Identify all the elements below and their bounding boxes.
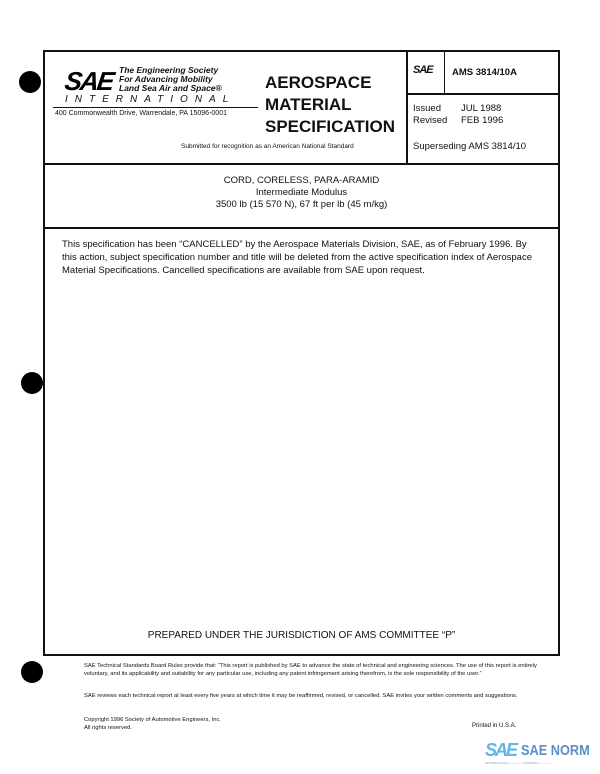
tagline-line: Land Sea Air and Space® (119, 83, 222, 93)
spec-number: AMS 3814/10A (452, 67, 517, 78)
footer-review: SAE reviews each technical report at least every five years at which time it may be reaffirmed, revised, or cancelled. SAE invites your written comments and suggestions. (84, 693, 518, 699)
printed-in: Printed in U.S.A. (472, 723, 517, 729)
superseding-note: Superseding AMS 3814/10 (413, 141, 527, 152)
document-frame (43, 50, 560, 656)
prepared-under-note: PREPARED UNDER THE JURISDICTION OF AMS COMMITTEE “P” (147, 630, 456, 641)
punch-hole-bottom (21, 661, 43, 683)
sae-small-logo-mark: SAE (413, 64, 433, 76)
title-line: AEROSPACE (265, 73, 372, 92)
copyright-line: Copyright 1996 Society of Automotive Engineers, Inc. (84, 717, 221, 723)
title-line: MATERIAL (265, 95, 352, 114)
revised-value: FEB 1996 (461, 115, 504, 126)
issued-value: JUL 1988 (461, 103, 502, 114)
tagline-line: The Engineering Society (119, 65, 219, 75)
title-line: SPECIFICATION (265, 117, 396, 136)
issued-row (413, 103, 503, 115)
spec-title: CORD, CORELESS, PARA-ARAMID (223, 175, 380, 186)
watermark-logo-mark: SAE (485, 740, 517, 760)
sae-international: INTERNATIONAL (65, 94, 236, 105)
spec-dates (413, 103, 503, 127)
divider (53, 107, 258, 108)
sae-address: 400 Commonwealth Drive, Warrendale, PA 15096-0001 (55, 110, 227, 117)
document-header (45, 52, 558, 165)
footer-rules: SAE Technical Standards Board Rules provide that: “This report is published by SAE to advance the state of technical and engineering sciences. The use of this report is entirely voluntary, and its applicability and suitability for any particular use, including any patent infringement arising therefrom, is the sole responsibility of the user.” (84, 663, 537, 677)
revised-row (413, 115, 503, 127)
punch-hole-middle (21, 372, 43, 394)
rights-line: All rights reserved. (84, 725, 133, 731)
punch-hole-top (19, 71, 41, 93)
watermark-subtext: INTERNATIONAL ———— STANDARD ———— (485, 761, 552, 765)
spec-number-row (408, 52, 560, 95)
spec-rating: 3500 lb (15 570 N), 67 ft per lb (45 m/kg) (215, 199, 388, 210)
document-type-title (265, 72, 395, 138)
tagline-line: For Advancing Mobility (119, 74, 213, 84)
submitted-note: Submitted for recognition as an American National Standard (181, 143, 354, 150)
watermark-text: SAE NORM (521, 742, 590, 759)
sae-tagline (119, 66, 222, 93)
issued-label: Issued (413, 103, 441, 114)
revised-label: Revised (413, 115, 448, 126)
sae-logo-mark: SAE (62, 66, 115, 96)
sae-small-logo (408, 52, 445, 93)
spec-info-block (406, 52, 560, 163)
spec-subtitle: Intermediate Modulus (255, 187, 348, 198)
cancellation-notice: This specification has been “CANCELLED” by the Aerospace Materials Division, SAE, as of February 1996. By this action, subject specification number and title will be deleted from the active specification index of Aerospace Material Specifications. Cancelled specifications are available from SAE upon request. (62, 239, 532, 276)
spec-title-box (45, 163, 558, 229)
